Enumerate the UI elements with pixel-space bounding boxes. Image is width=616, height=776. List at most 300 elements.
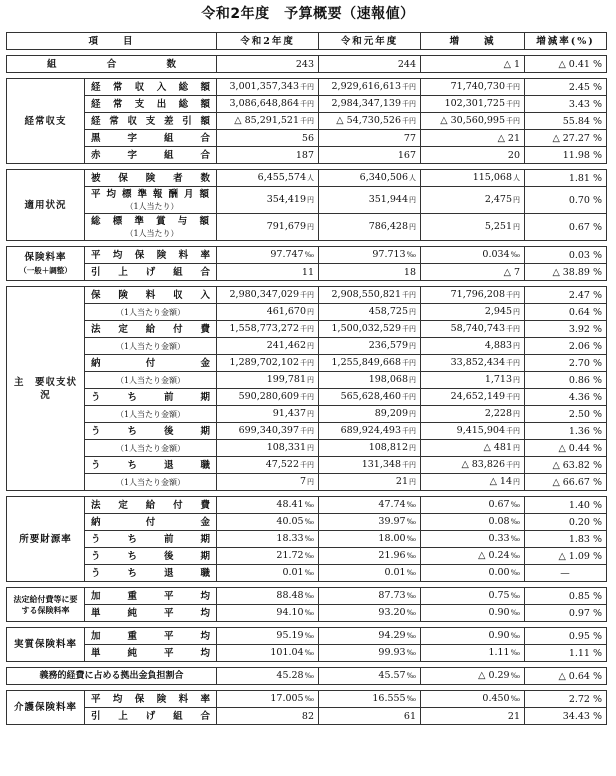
table-cell-value (319, 548, 421, 565)
table-cell-label: うち後期 (85, 423, 217, 440)
table-cell-value (319, 214, 421, 241)
unit-label: ‰ (510, 552, 521, 560)
unit-label: 円 (307, 223, 315, 231)
table-cell-value (319, 79, 421, 96)
table-cell-label: 納付金 (85, 514, 217, 531)
cell-text: 97.713 (372, 249, 406, 260)
table-cell-value (421, 372, 525, 389)
unit-label: ‰ (304, 672, 315, 680)
table-cell-value (421, 170, 525, 187)
table-cell-value (319, 338, 421, 355)
unit-label: ‰ (510, 592, 521, 600)
unit-label: 千円 (506, 83, 521, 91)
unit-label: 円 (513, 444, 521, 452)
table-cell-label: 単純平均 (85, 605, 217, 622)
table-row (7, 474, 607, 491)
page-title: 令和2年度 予算概要（速報値） (201, 6, 415, 22)
unit-label: ‰ (510, 672, 521, 680)
table-cell-value (421, 474, 525, 491)
table-cell-value: △ 21 (421, 130, 525, 147)
cell-text: 2,980,347,029 (229, 289, 300, 300)
table-cell-value: 2.70 % (525, 355, 607, 372)
cell-text: 平均標準報酬月額 (91, 189, 210, 200)
table-cell-value: △ 63.82 % (525, 457, 607, 474)
section-jisshitsu: 実質保険料率 (7, 628, 85, 662)
table-cell-value (217, 531, 319, 548)
cell-text: 236,579 (368, 340, 409, 351)
section-shushi: 主 要収支状況 (7, 287, 85, 491)
table-cell-label: 黒字組合 (85, 130, 217, 147)
header-item: 項 目 (7, 33, 217, 50)
unit-label: ‰ (304, 518, 315, 526)
table-cell-label: 保険料収入 (85, 287, 217, 304)
cell-text: 0.034 (482, 249, 510, 260)
cell-text: 2,929,616,613 (331, 81, 402, 92)
header-diff: 増 減 (421, 33, 525, 50)
table-cell-label: 平均保険料率 (85, 247, 217, 264)
table-cell-value (319, 321, 421, 338)
cell-text: 458,725 (368, 306, 409, 317)
table-cell-value: 0.03 % (525, 247, 607, 264)
cell-text: 21 (395, 476, 409, 487)
table-cell-value (421, 79, 525, 96)
unit-label: 円 (513, 376, 521, 384)
table-cell-label (85, 187, 217, 214)
unit-label: ‰ (510, 251, 521, 259)
table-cell-value: 1.36 % (525, 423, 607, 440)
unit-label: ‰ (406, 592, 417, 600)
unit-label: 千円 (506, 291, 521, 299)
unit-label: 円 (307, 308, 315, 316)
unit-label: 千円 (402, 427, 417, 435)
unit-label: 千円 (300, 83, 315, 91)
table-cell-label: 単純平均 (85, 645, 217, 662)
table-cell-value: 21 (421, 708, 525, 725)
table-cell-value: △ 1 (421, 56, 525, 73)
table-cell-value: 0.70 % (525, 187, 607, 214)
table-cell-label: 引上げ組合 (85, 264, 217, 281)
table-cell-value (319, 605, 421, 622)
table-cell-value: 2.72 % (525, 691, 607, 708)
unit-label: 千円 (506, 100, 521, 108)
cell-text: 45.28 (276, 670, 304, 681)
cell-text: 71,740,730 (450, 81, 506, 92)
cell-text: 590,280,609 (238, 391, 300, 402)
cell-text: 1,255,849,668 (331, 357, 402, 368)
table-cell-value (319, 372, 421, 389)
unit-label: 円 (409, 342, 417, 350)
cell-text: 1,500,032,529 (331, 323, 402, 334)
table-cell-value: 0.85 % (525, 588, 607, 605)
unit-label: 千円 (300, 359, 315, 367)
table-cell-value (217, 187, 319, 214)
table-cell-value (217, 628, 319, 645)
unit-label: 千円 (300, 100, 315, 108)
cell-text: 0.90 (488, 607, 510, 618)
table-cell-value (217, 457, 319, 474)
unit-label: ‰ (406, 518, 417, 526)
unit-label: ‰ (406, 649, 417, 657)
unit-label: ‰ (304, 501, 315, 509)
cell-text: △ 85,291,521 (234, 115, 300, 126)
table-cell-value: 11 (217, 264, 319, 281)
cell-text: 0.01 (282, 567, 304, 578)
table-cell-value: 0.86 % (525, 372, 607, 389)
table-cell-value: 3.43 % (525, 96, 607, 113)
table-cell-value (319, 187, 421, 214)
table-row (7, 605, 607, 622)
unit-label: 千円 (402, 359, 417, 367)
table-cell-label: うち後期 (85, 548, 217, 565)
table-cell-value (319, 457, 421, 474)
table-cell-label: 法定給付費 (85, 497, 217, 514)
table-cell-value: — (525, 565, 607, 582)
table-cell-value: 0.64 % (525, 304, 607, 321)
table-row (7, 96, 607, 113)
table-cell-value (319, 113, 421, 130)
table-cell-label: うち前期 (85, 389, 217, 406)
table-cell-label: 平均保険料率 (85, 691, 217, 708)
cell-text: 71,796,208 (450, 289, 506, 300)
table-row (7, 406, 607, 423)
table-cell-value (421, 645, 525, 662)
table-row (7, 423, 607, 440)
cell-text: 93.20 (378, 607, 406, 618)
cell-text: （1人当たり） (125, 202, 179, 211)
unit-label: 千円 (506, 325, 521, 333)
cell-text: 198,068 (368, 374, 409, 385)
table-cell-value (421, 548, 525, 565)
unit-label: 千円 (402, 291, 417, 299)
unit-label: ‰ (406, 552, 417, 560)
table-cell-label (85, 214, 217, 241)
table-row (7, 187, 607, 214)
unit-label: ‰ (510, 569, 521, 577)
table-row (7, 79, 607, 96)
unit-label: ‰ (406, 535, 417, 543)
cell-text: △ 83,826 (461, 459, 506, 470)
table-cell-value (217, 497, 319, 514)
table-cell-value: 187 (217, 147, 319, 164)
cell-text: 7 (299, 476, 307, 487)
table-cell-label: うち前期 (85, 531, 217, 548)
table-row (7, 457, 607, 474)
table-cell-label: （1人当たり金額） (85, 372, 217, 389)
table-cell-value: 244 (319, 56, 421, 73)
cell-text: （1人当たり） (125, 229, 179, 238)
unit-label: 円 (307, 410, 315, 418)
unit-label: 千円 (506, 359, 521, 367)
table-cell-value (421, 440, 525, 457)
table-cell-value: 2.47 % (525, 287, 607, 304)
cell-text: △ 0.29 (478, 670, 510, 681)
table-cell-value (217, 423, 319, 440)
table-row (7, 355, 607, 372)
table-row (7, 372, 607, 389)
cell-text: 108,331 (266, 442, 307, 453)
unit-label: 円 (307, 478, 315, 486)
table-cell-value: 1.81 % (525, 170, 607, 187)
table-row (7, 668, 607, 685)
table-cell-value (319, 170, 421, 187)
unit-label: 円 (307, 376, 315, 384)
cell-text: 199,781 (266, 374, 307, 385)
table-cell-value (217, 406, 319, 423)
table-cell-value: △ 0.41 % (525, 56, 607, 73)
cell-text: △ 481 (483, 442, 513, 453)
table-cell-label: 経常支出総額 (85, 96, 217, 113)
table-cell-value (319, 588, 421, 605)
table-cell-value: 1.83 % (525, 531, 607, 548)
table-row (7, 628, 607, 645)
cell-text: 18.00 (378, 533, 406, 544)
table-cell-value (319, 514, 421, 531)
table-cell-value: 61 (319, 708, 421, 725)
unit-label: 円 (307, 342, 315, 350)
table-cell-value (217, 565, 319, 582)
cell-text: 689,924,493 (340, 425, 402, 436)
cell-text: 2,908,550,821 (331, 289, 402, 300)
table-cell-value (319, 423, 421, 440)
unit-label: 円 (409, 410, 417, 418)
table-cell-value (421, 338, 525, 355)
table-cell-label: 納付金 (85, 355, 217, 372)
cell-text: 0.00 (488, 567, 510, 578)
cell-text: 1,713 (484, 374, 513, 385)
table-row (7, 440, 607, 457)
table-row (7, 645, 607, 662)
table-cell-value (421, 187, 525, 214)
table-cell-value (319, 287, 421, 304)
table-cell-label: （1人当たり金額） (85, 406, 217, 423)
cell-text: 0.33 (488, 533, 510, 544)
unit-label: ‰ (304, 251, 315, 259)
cell-text: 99.93 (378, 647, 406, 658)
table-cell-label: （1人当たり金額） (85, 304, 217, 321)
table-cell-value (319, 355, 421, 372)
unit-label: 千円 (402, 117, 417, 125)
table-cell-value (217, 96, 319, 113)
table-cell-value (217, 668, 319, 685)
unit-label: 千円 (300, 325, 315, 333)
table-cell-value (421, 214, 525, 241)
unit-label: ‰ (304, 695, 315, 703)
cell-text: 58,740,743 (450, 323, 506, 334)
unit-label: 円 (513, 410, 521, 418)
unit-label: 円 (307, 196, 315, 204)
unit-label: ‰ (510, 632, 521, 640)
table-cell-value: △ 7 (421, 264, 525, 281)
unit-label: 千円 (506, 117, 521, 125)
cell-text: 0.75 (488, 590, 510, 601)
table-row (7, 321, 607, 338)
unit-label: 円 (513, 223, 521, 231)
unit-label: 千円 (402, 461, 417, 469)
unit-label: 千円 (506, 461, 521, 469)
unit-label: 円 (409, 308, 417, 316)
section-hotei-kyufu-ritsu: 法定給付費等に要する保険料率 (7, 588, 85, 622)
table-cell-value: 3.92 % (525, 321, 607, 338)
cell-text: 47.74 (378, 499, 406, 510)
table-cell-label: 赤字組合 (85, 147, 217, 164)
kumiai-row (7, 56, 607, 73)
table-row (7, 565, 607, 582)
cell-text: 0.67 (488, 499, 510, 510)
section-shoyo-zaigen: 所要財源率 (7, 497, 85, 582)
table-row (7, 170, 607, 187)
table-row (7, 691, 607, 708)
cell-text: 1,558,773,272 (229, 323, 300, 334)
table-row (7, 389, 607, 406)
unit-label: 千円 (402, 393, 417, 401)
table-cell-label: （1人当たり金額） (85, 440, 217, 457)
cell-text: 48.41 (276, 499, 304, 510)
table-cell-value: 2.06 % (525, 338, 607, 355)
table-cell-label: （1人当たり金額） (85, 338, 217, 355)
unit-label: ‰ (304, 552, 315, 560)
cell-text: 2,475 (484, 194, 513, 205)
table-cell-value: 20 (421, 147, 525, 164)
table-cell-value (217, 304, 319, 321)
table-cell-value (217, 113, 319, 130)
cell-text: 131,348 (361, 459, 402, 470)
unit-label: ‰ (406, 251, 417, 259)
cell-text: 5,251 (484, 221, 513, 232)
unit-label: ‰ (304, 609, 315, 617)
unit-label: 千円 (402, 83, 417, 91)
unit-label: 円 (409, 444, 417, 452)
table-cell-value: △ 0.64 % (525, 668, 607, 685)
table-cell-value: △ 1.09 % (525, 548, 607, 565)
table-cell-value (421, 321, 525, 338)
unit-label: 千円 (402, 325, 417, 333)
unit-label: ‰ (304, 632, 315, 640)
table-cell-label: （1人当たり金額） (85, 474, 217, 491)
table-cell-value (421, 628, 525, 645)
cell-text: 21.96 (378, 550, 406, 561)
cell-text: 18.33 (276, 533, 304, 544)
table-row (7, 247, 607, 264)
table-cell-value: 0.67 % (525, 214, 607, 241)
unit-label: ‰ (304, 649, 315, 657)
table-cell-value (421, 304, 525, 321)
table-row (7, 287, 607, 304)
table-cell-value (421, 287, 525, 304)
table-cell-value: 1.11 % (525, 645, 607, 662)
table-cell-value (421, 691, 525, 708)
table-cell-value: 2.45 % (525, 79, 607, 96)
table-row (7, 708, 607, 725)
cell-text: 45.57 (378, 670, 406, 681)
cell-text: 0.08 (488, 516, 510, 527)
cell-text: 3,086,648,864 (229, 98, 300, 109)
table-cell-value: 2.50 % (525, 406, 607, 423)
table-cell-value (421, 588, 525, 605)
unit-label: 千円 (300, 291, 315, 299)
table-cell-value (217, 514, 319, 531)
gimuteki-label: 義務的経費に占める拠出金負担割合 (7, 668, 217, 685)
table-cell-value (421, 406, 525, 423)
cell-text: 1.11 (488, 647, 510, 658)
cell-text: 1,289,702,102 (229, 357, 300, 368)
table-cell-label: 法定給付費 (85, 321, 217, 338)
table-cell-value (319, 96, 421, 113)
table-cell-value (319, 247, 421, 264)
table-row (7, 264, 607, 281)
table-cell-value: 0.20 % (525, 514, 607, 531)
table-cell-value: 18 (319, 264, 421, 281)
cell-text: 4,883 (484, 340, 513, 351)
cell-text: 461,670 (266, 306, 307, 317)
cell-text: 47,522 (265, 459, 300, 470)
table-cell-value (217, 79, 319, 96)
unit-label: ‰ (510, 518, 521, 526)
unit-label: ‰ (406, 501, 417, 509)
cell-text: 24,652,149 (450, 391, 506, 402)
unit-label: ‰ (406, 609, 417, 617)
unit-label: 円 (513, 308, 521, 316)
table-cell-value: 167 (319, 147, 421, 164)
table-cell-value (319, 474, 421, 491)
cell-text: 791,679 (266, 221, 307, 232)
table-cell-value (319, 668, 421, 685)
table-cell-value (217, 389, 319, 406)
table-row (7, 304, 607, 321)
table-cell-value (217, 605, 319, 622)
table-row (7, 548, 607, 565)
cell-text: 2,984,347,139 (331, 98, 402, 109)
table-cell-value (319, 304, 421, 321)
header-row (7, 33, 607, 50)
cell-text: 40.05 (276, 516, 304, 527)
table-cell-value (319, 645, 421, 662)
table-cell-value (421, 389, 525, 406)
unit-label: ‰ (304, 592, 315, 600)
unit-label: ‰ (510, 535, 521, 543)
unit-label: 千円 (506, 393, 521, 401)
cell-text: 0.01 (384, 567, 406, 578)
cell-text: 0.90 (488, 630, 510, 641)
cell-text: △ 30,560,995 (440, 115, 506, 126)
unit-label: ‰ (510, 609, 521, 617)
table-cell-label: 経常収入総額 (85, 79, 217, 96)
table-cell-value: 0.95 % (525, 628, 607, 645)
table-cell-value (319, 691, 421, 708)
cell-text: 39.97 (378, 516, 406, 527)
cell-text: 115,068 (472, 172, 513, 183)
table-cell-value: 34.43 % (525, 708, 607, 725)
table-cell-value: △ 0.44 % (525, 440, 607, 457)
table-cell-value (421, 565, 525, 582)
unit-label: 円 (409, 196, 417, 204)
cell-text: 101.04 (270, 647, 304, 658)
cell-text: 2,228 (484, 408, 513, 419)
table-row (7, 338, 607, 355)
table-cell-value (217, 355, 319, 372)
header-r2: 令和2年度 (217, 33, 319, 50)
cell-text: 108,812 (368, 442, 409, 453)
cell-text: △ 0.24 (478, 550, 510, 561)
table-cell-value (319, 440, 421, 457)
table-cell-value (217, 321, 319, 338)
unit-label: 人 (307, 174, 315, 182)
cell-text: 95.19 (276, 630, 304, 641)
table-cell-label: 引上げ組合 (85, 708, 217, 725)
cell-text: 88.48 (276, 590, 304, 601)
table-cell-value: 77 (319, 130, 421, 147)
table-cell-value (217, 247, 319, 264)
table-cell-value (319, 389, 421, 406)
